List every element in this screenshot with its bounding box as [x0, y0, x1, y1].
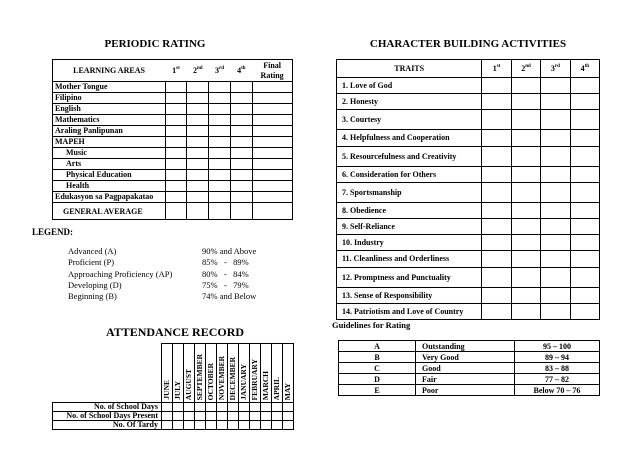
grade-cell[interactable] — [230, 148, 252, 159]
grade-cell[interactable] — [209, 104, 231, 115]
month-header — [206, 344, 217, 403]
attendance-row — [53, 412, 294, 421]
subject-row — [53, 181, 293, 192]
grade-cell[interactable] — [165, 93, 187, 104]
guideline-row — [339, 352, 600, 363]
trait-grade-cell[interactable] — [511, 202, 540, 218]
trait-label: 9. Self-Reliance — [337, 218, 482, 234]
attendance-cell[interactable] — [228, 412, 239, 421]
q4-header: 4th — [230, 60, 252, 82]
grade-cell[interactable] — [187, 115, 209, 126]
trait-grade-cell[interactable] — [570, 94, 599, 110]
trait-grade-cell[interactable] — [541, 94, 570, 110]
legend-range: 85% - 89% — [202, 257, 249, 268]
grade-cell[interactable] — [209, 137, 231, 148]
month-header — [283, 344, 294, 403]
trait-grade-cell[interactable] — [482, 110, 511, 130]
grade-cell[interactable] — [230, 159, 252, 170]
grade-cell[interactable] — [187, 148, 209, 159]
attendance-cell[interactable] — [250, 403, 261, 412]
trait-row — [337, 94, 600, 110]
legend-label: Approaching Proficiency (AP) — [68, 268, 173, 279]
guideline-row — [339, 341, 600, 352]
trait-grade-cell[interactable] — [570, 251, 599, 267]
legend-range: 74% and Below — [202, 291, 257, 302]
month-label: JUNE — [162, 380, 171, 400]
average-cell[interactable] — [187, 203, 209, 220]
month-label: JANUARY — [239, 364, 248, 400]
traits-header: TRAITS — [337, 60, 482, 78]
q3-header: 3rd — [209, 60, 231, 82]
general-average-row — [53, 203, 293, 220]
char-q2-header: 2nd — [511, 60, 540, 78]
char-q3-header: 3rd — [541, 60, 570, 78]
trait-row — [337, 130, 600, 146]
character-title: CHARACTER BUILDING ACTIVITIES — [369, 38, 567, 50]
grade-cell[interactable] — [187, 93, 209, 104]
subject-row — [53, 170, 293, 181]
attendance-cell[interactable] — [206, 421, 217, 430]
grade-cell[interactable] — [252, 170, 292, 181]
trait-label: 6. Consideration for Others — [337, 166, 482, 182]
month-header — [228, 344, 239, 403]
grade-cell[interactable] — [187, 104, 209, 115]
guideline-range: 83 – 88 — [515, 363, 600, 374]
grade-cell[interactable] — [187, 170, 209, 181]
month-label: AUGUST — [184, 368, 193, 400]
trait-grade-cell[interactable] — [511, 78, 540, 94]
trait-grade-cell[interactable] — [541, 78, 570, 94]
subject-row — [53, 82, 293, 93]
grade-cell[interactable] — [165, 82, 187, 93]
grade-cell[interactable] — [230, 115, 252, 126]
grade-cell[interactable] — [252, 181, 292, 192]
grade-cell[interactable] — [252, 104, 292, 115]
grade-cell[interactable] — [165, 192, 187, 203]
grade-cell[interactable] — [230, 82, 252, 93]
trait-grade-cell[interactable] — [541, 146, 570, 166]
grade-cell[interactable] — [165, 126, 187, 137]
guideline-grade: E — [339, 385, 416, 396]
trait-label: 3. Courtesy — [337, 110, 482, 130]
attendance-cell[interactable] — [228, 421, 239, 430]
periodic-rating-table — [52, 59, 293, 220]
trait-grade-cell[interactable] — [541, 251, 570, 267]
trait-row — [337, 235, 600, 251]
month-header — [195, 344, 206, 403]
month-header — [173, 344, 184, 403]
attendance-row-label: No. of School Days Present — [53, 412, 162, 421]
trait-grade-cell[interactable] — [482, 287, 511, 303]
subject-label: Health — [53, 181, 166, 192]
trait-row — [337, 182, 600, 202]
trait-grade-cell[interactable] — [482, 303, 511, 319]
trait-grade-cell[interactable] — [482, 267, 511, 287]
trait-grade-cell[interactable] — [541, 130, 570, 146]
trait-grade-cell[interactable] — [482, 78, 511, 94]
attendance-cell[interactable] — [217, 403, 228, 412]
q1-header: 1st — [165, 60, 187, 82]
subject-label: Music — [53, 148, 166, 159]
attendance-cell[interactable] — [184, 421, 195, 430]
character-table — [336, 59, 600, 320]
attendance-cell[interactable] — [283, 412, 294, 421]
grade-cell[interactable] — [165, 104, 187, 115]
guideline-desc: Poor — [416, 385, 515, 396]
trait-grade-cell[interactable] — [482, 130, 511, 146]
trait-label: 10. Industry — [337, 235, 482, 251]
attendance-cell[interactable] — [184, 403, 195, 412]
trait-label: 13. Sense of Responsibility — [337, 287, 482, 303]
grade-cell[interactable] — [165, 137, 187, 148]
trait-label: 7. Sportsmanship — [337, 182, 482, 202]
trait-grade-cell[interactable] — [541, 267, 570, 287]
learning-areas-header: LEARNING AREAS — [53, 60, 166, 82]
trait-row — [337, 78, 600, 94]
grade-cell[interactable] — [230, 93, 252, 104]
subject-label: Arts — [53, 159, 166, 170]
trait-grade-cell[interactable] — [570, 182, 599, 202]
average-cell[interactable] — [209, 203, 231, 220]
average-cell[interactable] — [230, 203, 252, 220]
legend-label: Beginning (B) — [68, 291, 117, 302]
subject-label: Mother Tongue — [53, 82, 166, 93]
trait-grade-cell[interactable] — [570, 267, 599, 287]
periodic-header-row — [53, 60, 293, 82]
trait-label: 2. Honesty — [337, 94, 482, 110]
guideline-row — [339, 385, 600, 396]
attendance-cell[interactable] — [272, 421, 283, 430]
month-label: JULY — [173, 381, 182, 400]
trait-grade-cell[interactable] — [541, 303, 570, 319]
legend-range: 90% and Above — [202, 246, 257, 256]
attendance-cell[interactable] — [217, 421, 228, 430]
trait-grade-cell[interactable] — [482, 166, 511, 182]
guideline-range: 77 – 82 — [515, 374, 600, 385]
grade-cell[interactable] — [252, 192, 292, 203]
grade-cell[interactable] — [165, 170, 187, 181]
month-header — [217, 344, 228, 403]
month-header — [162, 344, 173, 403]
trait-grade-cell[interactable] — [511, 287, 540, 303]
trait-grade-cell[interactable] — [570, 218, 599, 234]
trait-grade-cell[interactable] — [511, 94, 540, 110]
grade-cell[interactable] — [165, 159, 187, 170]
trait-grade-cell[interactable] — [482, 146, 511, 166]
trait-grade-cell[interactable] — [511, 182, 540, 202]
trait-row — [337, 218, 600, 234]
subject-row — [53, 148, 293, 159]
guideline-grade: C — [339, 363, 416, 374]
average-cell[interactable] — [165, 203, 187, 220]
legend-label: Developing (D) — [68, 279, 122, 290]
trait-grade-cell[interactable] — [541, 287, 570, 303]
grade-cell[interactable] — [165, 115, 187, 126]
attendance-cell[interactable] — [195, 421, 206, 430]
attendance-cell[interactable] — [173, 421, 184, 430]
trait-grade-cell[interactable] — [541, 166, 570, 182]
attendance-cell[interactable] — [206, 403, 217, 412]
trait-grade-cell[interactable] — [541, 182, 570, 202]
subject-label: English — [53, 104, 166, 115]
grade-cell[interactable] — [230, 170, 252, 181]
month-label: NOVEMBER — [217, 355, 226, 400]
attendance-row-label: No. of School Days — [53, 403, 162, 412]
attendance-cell[interactable] — [272, 403, 283, 412]
trait-grade-cell[interactable] — [541, 218, 570, 234]
trait-grade-cell[interactable] — [482, 202, 511, 218]
subject-row — [53, 137, 293, 148]
trait-row — [337, 202, 600, 218]
trait-grade-cell[interactable] — [570, 202, 599, 218]
month-header — [184, 344, 195, 403]
trait-grade-cell[interactable] — [511, 267, 540, 287]
attendance-cell[interactable] — [184, 412, 195, 421]
periodic-rating-title: PERIODIC RATING — [104, 38, 206, 50]
month-label: MAY — [283, 382, 292, 400]
trait-row — [337, 146, 600, 166]
grade-cell[interactable] — [209, 159, 231, 170]
trait-label: 12. Promptness and Punctuality — [337, 267, 482, 287]
grade-cell[interactable] — [187, 192, 209, 203]
month-header — [250, 344, 261, 403]
guidelines-table — [338, 340, 600, 396]
month-label: APRIL — [272, 376, 281, 400]
grade-cell[interactable] — [165, 181, 187, 192]
attendance-title: ATTENDANCE RECORD — [105, 325, 245, 339]
legend-label: Proficient (P) — [68, 257, 115, 268]
trait-grade-cell[interactable] — [541, 202, 570, 218]
guideline-grade: D — [339, 374, 416, 385]
trait-label: 1. Love of God — [337, 78, 482, 94]
subject-row — [53, 115, 293, 126]
attendance-cell[interactable] — [261, 412, 272, 421]
attendance-cell[interactable] — [250, 421, 261, 430]
attendance-cell[interactable] — [162, 412, 173, 421]
grade-cell[interactable] — [187, 159, 209, 170]
average-cell[interactable] — [252, 203, 292, 220]
attendance-cell[interactable] — [283, 421, 294, 430]
character-header-row — [337, 60, 600, 78]
subject-row — [53, 93, 293, 104]
subject-label: Filipino — [53, 93, 166, 104]
grade-cell[interactable] — [209, 181, 231, 192]
grade-cell[interactable] — [209, 148, 231, 159]
grade-cell[interactable] — [252, 115, 292, 126]
grade-cell[interactable] — [230, 104, 252, 115]
guideline-grade: B — [339, 352, 416, 363]
trait-row — [337, 267, 600, 287]
grade-cell[interactable] — [230, 192, 252, 203]
trait-row — [337, 303, 600, 319]
grade-cell[interactable] — [209, 82, 231, 93]
guideline-row — [339, 374, 600, 385]
trait-row — [337, 110, 600, 130]
legend-range: 80% - 84% — [202, 268, 249, 279]
guideline-range: Below 70 – 76 — [515, 385, 600, 396]
grade-cell[interactable] — [165, 148, 187, 159]
trait-grade-cell[interactable] — [482, 218, 511, 234]
subject-label: MAPEH — [53, 137, 166, 148]
legend-title: LEGEND: — [32, 227, 74, 237]
attendance-cell[interactable] — [261, 421, 272, 430]
guideline-desc: Fair — [416, 374, 515, 385]
subject-label: Physical Education — [53, 170, 166, 181]
subject-row — [53, 126, 293, 137]
trait-grade-cell[interactable] — [511, 251, 540, 267]
grade-cell[interactable] — [187, 126, 209, 137]
grade-cell[interactable] — [252, 126, 292, 137]
month-header — [272, 344, 283, 403]
attendance-row — [53, 421, 294, 430]
general-average-label: GENERAL AVERAGE — [53, 203, 166, 220]
trait-grade-cell[interactable] — [482, 251, 511, 267]
trait-row — [337, 287, 600, 303]
trait-label: 14. Patriotism and Love of Country — [337, 303, 482, 319]
grade-cell[interactable] — [187, 137, 209, 148]
trait-grade-cell[interactable] — [570, 235, 599, 251]
attendance-cell[interactable] — [195, 412, 206, 421]
trait-grade-cell[interactable] — [541, 235, 570, 251]
guideline-desc: Very Good — [416, 352, 515, 363]
trait-grade-cell[interactable] — [570, 287, 599, 303]
grade-cell[interactable] — [209, 93, 231, 104]
attendance-cell[interactable] — [206, 412, 217, 421]
trait-grade-cell[interactable] — [511, 166, 540, 182]
grade-cell[interactable] — [187, 82, 209, 93]
subject-row — [53, 192, 293, 203]
month-label: FEBRUARY — [250, 358, 259, 400]
trait-label: 4. Helpfulness and Cooperation — [337, 130, 482, 146]
trait-grade-cell[interactable] — [541, 110, 570, 130]
trait-grade-cell[interactable] — [570, 130, 599, 146]
trait-grade-cell[interactable] — [570, 78, 599, 94]
trait-grade-cell[interactable] — [511, 235, 540, 251]
trait-row — [337, 251, 600, 267]
month-label: OCTOBER — [206, 362, 215, 400]
trait-grade-cell[interactable] — [570, 146, 599, 166]
attendance-cell[interactable] — [162, 403, 173, 412]
attendance-cell[interactable] — [239, 403, 250, 412]
grade-cell[interactable] — [252, 148, 292, 159]
char-q1-header: 1st — [482, 60, 511, 78]
subject-label: Edukasyon sa Pagpapakatao — [53, 192, 166, 203]
attendance-cell[interactable] — [173, 412, 184, 421]
legend-range: 75% - 79% — [202, 279, 249, 290]
trait-grade-cell[interactable] — [511, 130, 540, 146]
trait-label: 11. Cleanliness and Orderliness — [337, 251, 482, 267]
trait-grade-cell[interactable] — [511, 218, 540, 234]
grade-cell[interactable] — [252, 159, 292, 170]
guideline-desc: Outstanding — [416, 341, 515, 352]
attendance-table — [52, 343, 294, 430]
guideline-range: 89 – 94 — [515, 352, 600, 363]
guideline-grade: A — [339, 341, 416, 352]
grade-cell[interactable] — [209, 115, 231, 126]
guideline-desc: Good — [416, 363, 515, 374]
trait-row — [337, 166, 600, 182]
month-header — [239, 344, 250, 403]
attendance-cell[interactable] — [272, 412, 283, 421]
guideline-row — [339, 363, 600, 374]
month-header — [261, 344, 272, 403]
attendance-cell[interactable] — [239, 421, 250, 430]
attendance-cell[interactable] — [283, 403, 294, 412]
attendance-cell[interactable] — [228, 403, 239, 412]
grade-cell[interactable] — [252, 93, 292, 104]
char-q4-header: 4th — [570, 60, 599, 78]
subject-row — [53, 159, 293, 170]
subject-label: Mathematics — [53, 115, 166, 126]
guideline-range: 95 – 100 — [515, 341, 600, 352]
subject-label: Araling Panlipunan — [53, 126, 166, 137]
trait-grade-cell[interactable] — [511, 303, 540, 319]
attendance-cell[interactable] — [217, 412, 228, 421]
legend-label: Advanced (A) — [68, 246, 117, 256]
trait-grade-cell[interactable] — [511, 110, 540, 130]
attendance-row-label: No. Of Tardy — [53, 421, 162, 430]
attendance-cell[interactable] — [250, 412, 261, 421]
month-label: SEPTEMBER — [195, 353, 204, 400]
trait-grade-cell[interactable] — [511, 146, 540, 166]
grade-cell[interactable] — [209, 170, 231, 181]
attendance-cell[interactable] — [162, 421, 173, 430]
trait-grade-cell[interactable] — [570, 166, 599, 182]
grade-cell[interactable] — [252, 82, 292, 93]
trait-grade-cell[interactable] — [570, 110, 599, 130]
trait-grade-cell[interactable] — [482, 182, 511, 202]
grade-cell[interactable] — [187, 181, 209, 192]
trait-grade-cell[interactable] — [570, 303, 599, 319]
trait-label: 8. Obedience — [337, 202, 482, 218]
attendance-header-row — [53, 344, 294, 403]
trait-label: 5. Resourcefulness and Creativity — [337, 146, 482, 166]
grade-cell[interactable] — [230, 126, 252, 137]
guidelines-title: Guidelines for Rating — [332, 320, 411, 330]
trait-grade-cell[interactable] — [482, 235, 511, 251]
attendance-cell[interactable] — [261, 403, 272, 412]
final-rating-header: Final Rating — [252, 60, 292, 82]
grade-cell[interactable] — [252, 137, 292, 148]
month-label: MARCH — [261, 370, 270, 400]
attendance-cell[interactable] — [239, 412, 250, 421]
grade-cell[interactable] — [209, 192, 231, 203]
grade-cell[interactable] — [209, 126, 231, 137]
trait-grade-cell[interactable] — [482, 94, 511, 110]
month-label: DECEMBER — [228, 356, 237, 400]
q2-header: 2nd — [187, 60, 209, 82]
grade-cell[interactable] — [230, 137, 252, 148]
attendance-cell[interactable] — [195, 403, 206, 412]
subject-row — [53, 104, 293, 115]
attendance-cell[interactable] — [173, 403, 184, 412]
grade-cell[interactable] — [230, 181, 252, 192]
